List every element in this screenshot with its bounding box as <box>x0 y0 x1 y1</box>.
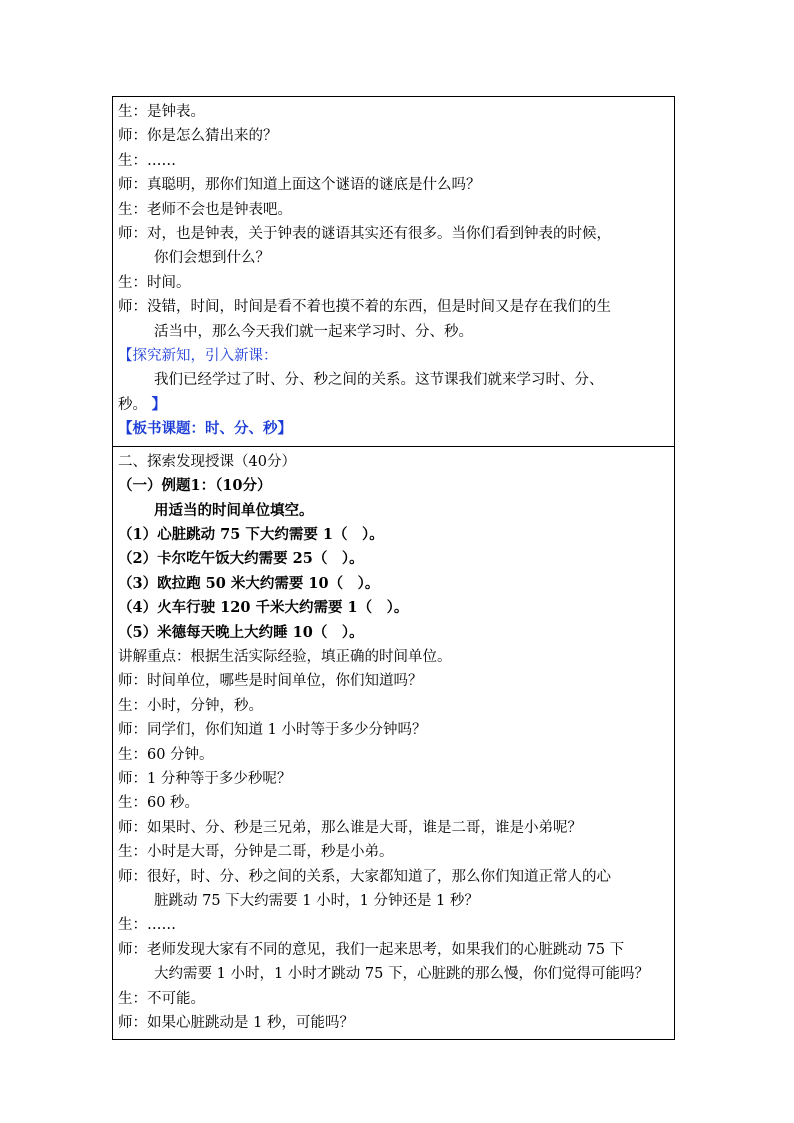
dialogue-line-continued: 你们会想到什么？ <box>154 250 270 267</box>
explore-cell <box>113 446 675 1040</box>
table-row <box>113 446 675 1040</box>
dialogue-line: 生：不可能。 <box>118 990 205 1007</box>
dialogue-line: 师：很好，时、分、秒之间的关系，大家都知道了，那么你们知道正常人的心 <box>118 868 611 885</box>
dialogue-line: 师：如果心脏跳动是 1 秒，可能吗？ <box>118 1015 354 1032</box>
intro-cell <box>113 97 675 447</box>
dialogue-line-continued: 大约需要 1 小时，1 小时才跳动 75 下，心脏跳的那么慢，你们觉得可能吗？ <box>154 966 649 983</box>
dialogue-line: 师：没错，时间，时间是看不着也摸不着的东西，但是时间又是存在我们的生 <box>118 299 611 316</box>
bracket-note-body: 我们已经学过了时、分、秒之间的关系。这节课我们就来学习时、分、 <box>154 372 604 389</box>
table-row <box>113 97 675 447</box>
exercise-instruction: 用适当的时间单位填空。 <box>154 501 314 519</box>
dialogue-line: 师：同学们，你们知道 1 小时等于多少分钟吗？ <box>118 722 427 739</box>
dialogue-line: 生：老师不会也是钟表吧。 <box>118 201 292 218</box>
exercise-item: （1）心脏跳动 75 下大约需要 1（ ）。 <box>118 525 384 543</box>
dialogue-line-continued: 活当中，那么今天我们就一起来学习时、分、秒。 <box>154 323 473 340</box>
dialogue-line: 师：1 分种等于多少秒呢？ <box>118 770 292 787</box>
board-title-note: 【板书课题：时、分、秒】 <box>118 420 292 438</box>
lesson-plan-table <box>112 96 675 1040</box>
dialogue-line: 生：小时，分钟，秒。 <box>118 697 263 714</box>
exercise-item: （2）卡尔吃午饭大约需要 25（ ）。 <box>118 550 364 568</box>
key-point-line: 讲解重点：根据生活实际经验，填正确的时间单位。 <box>118 648 452 665</box>
exercise-item: （4）火车行驶 120 千米大约需要 1（ ）。 <box>118 599 409 617</box>
dialogue-line: 师：真聪明，那你们知道上面这个谜语的谜底是什么吗？ <box>118 177 481 194</box>
dialogue-line: 师：时间单位，哪些是时间单位，你们知道吗？ <box>118 673 423 690</box>
dialogue-line: 生：是钟表。 <box>118 104 205 120</box>
dialogue-line: 师：老师发现大家有不同的意见，我们一起来思考，如果我们的心脏跳动 75 下 <box>118 941 625 958</box>
dialogue-line: 生：…… <box>118 152 176 169</box>
dialogue-line: 师：对，也是钟表，关于钟表的谜语其实还有很多。当你们看到钟表的时候， <box>118 226 611 243</box>
bracket-note-end: 秒。 】 <box>118 395 167 413</box>
dialogue-line: 师：你是怎么猜出来的？ <box>118 128 278 145</box>
dialogue-line: 生：…… <box>118 917 176 934</box>
dialogue-line: 生：60 秒。 <box>118 795 200 812</box>
example-heading: （一）例题1：（10分） <box>118 477 272 495</box>
closing-bracket: 】 <box>151 395 167 413</box>
exercise-item: （3）欧拉跑 50 米大约需要 10（ ）。 <box>118 574 380 592</box>
dialogue-line: 生：时间。 <box>118 274 191 291</box>
section-heading: 二、探索发现授课（40分） <box>118 453 296 470</box>
dialogue-line: 师：如果时、分、秒是三兄弟，那么谁是大哥，谁是二哥，谁是小弟呢？ <box>118 819 582 836</box>
dialogue-line-continued: 脏跳动 75 下大约需要 1 小时，1 分钟还是 1 秒？ <box>154 893 479 909</box>
dialogue-line: 生：60 分钟。 <box>118 746 214 763</box>
exercise-item: （5）米德每天晚上大约睡 10（ ）。 <box>118 623 364 641</box>
bracket-note-start: 【探究新知，引入新课： <box>118 348 278 365</box>
dialogue-line: 生：小时是大哥，分钟是二哥，秒是小弟。 <box>118 844 394 861</box>
